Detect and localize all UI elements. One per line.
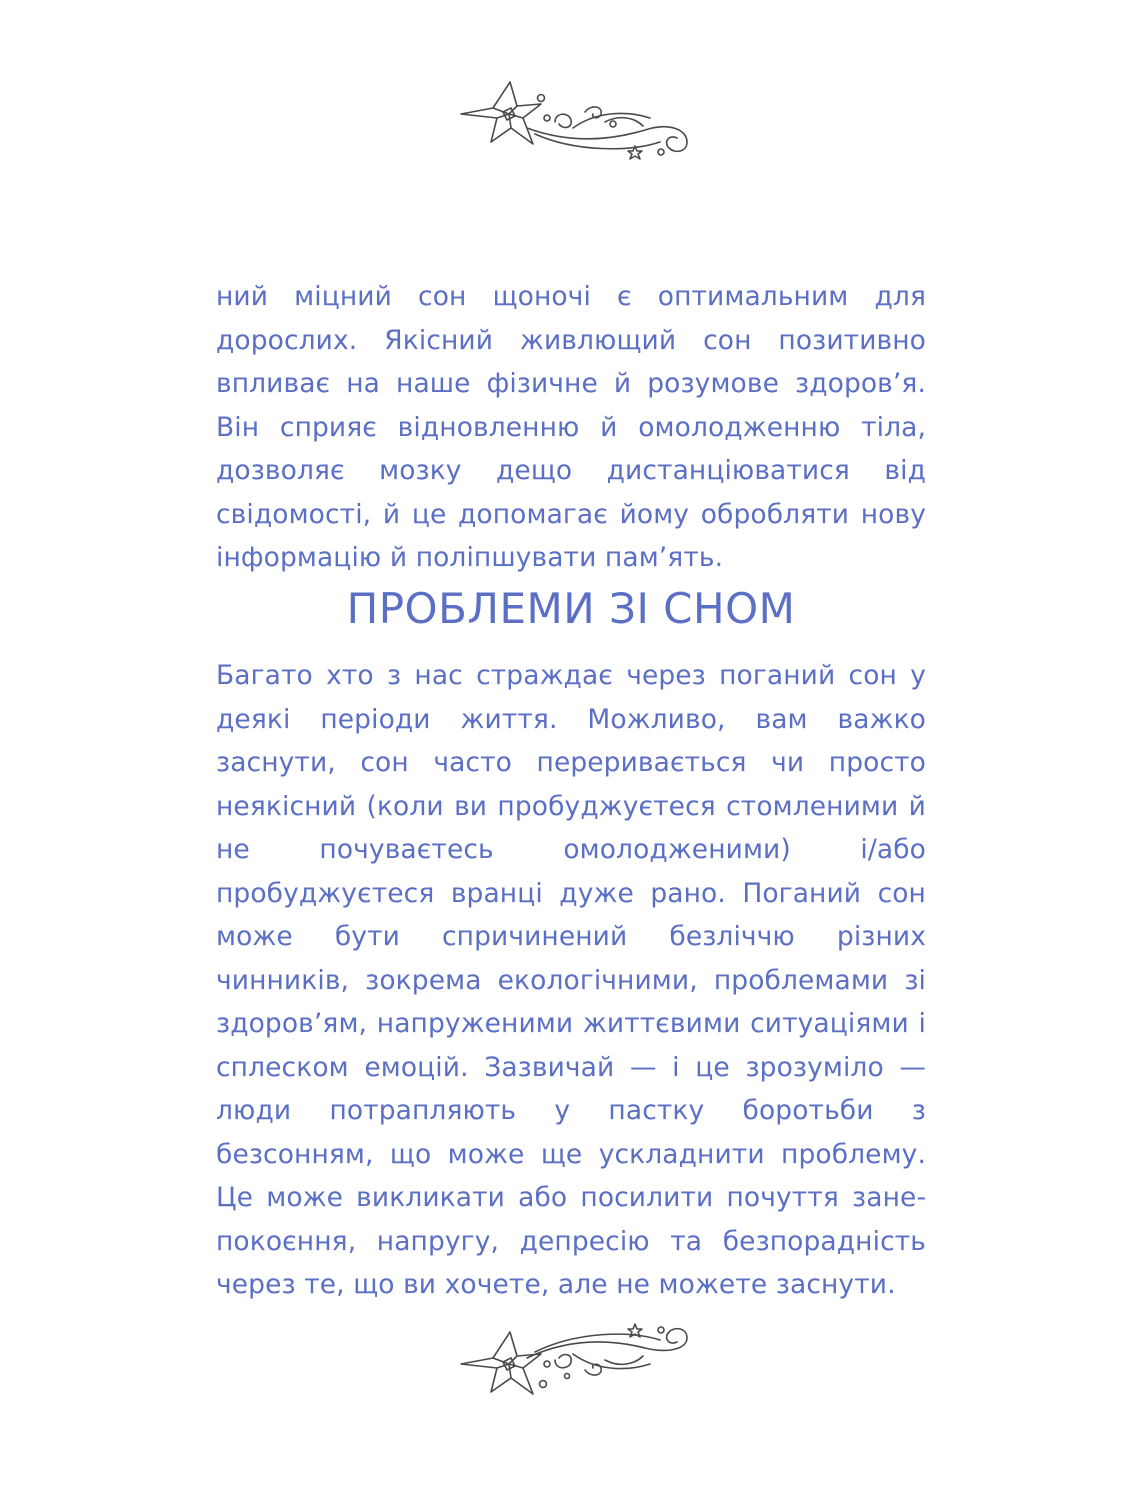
section-heading: ПРОБЛЕМИ ЗІ СНОМ bbox=[346, 584, 796, 633]
main-paragraph: Багато хто з нас страждає через поганий сон у деякі періоди життя. Можливо, вам важко заснути, сон часто переривається чи просто неякісний (коли ви пробуджуєтеся стомленими й не почуваєтесь омолодженими) і/або пробуджуєтеся вранці дуже рано. Поганий сон може бути спричинений безліччю різних чинників, зокрема екологічними, проблемами зі здоров’ям, напруженими життєвими ситуаціями і сплеском емоцій. Зазвичай — і це зрозуміло — люди потрапляють у пастку боротьби з безсонням, що може ще ускладнити проблему. Це може викликати або посилити почуття занепокоєння, напругу, депресію та безпорадність через те, що ви хочете, але не можете заснути. bbox=[216, 660, 926, 1300]
star-swirl-ornament-bottom-icon bbox=[455, 1318, 695, 1408]
intro-paragraph: ний міцний сон щоночі є оптимальним для дорослих. Якісний живлющий сон позитивно впливає на наше фізичне й розумове здоров’я. Він сприяє відновленню й омолодженню тіла, дозволяє мозку дещо дистанціюватися від свідомості, й це допомагає йому обробляти нову інформацію й поліпшувати пам’ять. bbox=[216, 281, 926, 573]
star-swirl-ornament-top-icon bbox=[455, 72, 695, 162]
